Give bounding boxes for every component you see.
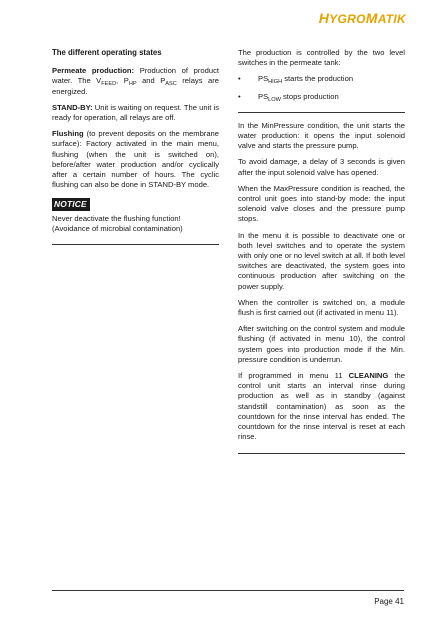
logo-letter-h: H [318, 10, 330, 26]
after-switching-paragraph: After switching on the control system and module flushing (if activated in menu 10), the control system goes into production mode if the Min. pressure condition is underrun. [238, 324, 405, 364]
list-item [238, 92, 405, 102]
logo-text-atik: ATIK [377, 12, 406, 26]
subscript-high: HIGH [268, 79, 283, 86]
cleaning-keyword: CLEANING [348, 371, 389, 381]
ps-label: PS [258, 74, 269, 84]
production-intro: The production is controlled by the two level switches in the permeate tank: [238, 48, 405, 68]
bullet-icon: • [238, 74, 241, 84]
delay-paragraph: To avoid damage, a delay of 3 seconds is given after the input solenoid valve has opened. [238, 157, 405, 177]
flushing-label: Flushing [52, 129, 84, 139]
module-flush-paragraph: When the controller is switched on, a module flush is first carried out (if activated in menu 11). [238, 297, 405, 318]
standby-paragraph [52, 103, 219, 123]
section-heading: The different operating states [52, 48, 162, 57]
hygromatik-logo [319, 10, 406, 26]
cleaning-text: the control unit starts an interval rinse during production as well as in standby (against standstill contamination) as soon as the countdown for the rinse interval has ended. The countdown for the rinse interval is reset at each rinse. [238, 371, 406, 442]
subscript-asc: ASC [165, 81, 177, 88]
notice-text: Never deactivate the flushing function! (Avoidance of microbial contamination) [52, 213, 183, 233]
menu-paragraph: In the menu it is possible to deactivate one or both level switches and to operate the system with only one or no level switch at all. If both level switches are deactivated, the system goes into continuous production after switching on the power supply. [238, 230, 405, 291]
page-number: Page 41 [374, 597, 404, 606]
logo-letter-m: M [365, 10, 378, 26]
permeate-text: , P [116, 76, 129, 86]
maxpressure-paragraph: When the MaxPressure condition is reached, the control unit goes into stand-by mode: the input solenoid valve closes and the pressure pump stops. [238, 183, 405, 224]
divider [52, 244, 219, 245]
permeate-text: and P [136, 76, 166, 86]
ps-label: PS [258, 91, 269, 101]
standby-text: Unit is waiting on request. The unit is ready for operation, all relays are off. [52, 102, 219, 123]
divider [238, 453, 405, 454]
logo-text-ygro: YGRO [329, 12, 366, 26]
flushing-paragraph [52, 129, 219, 190]
permeate-paragraph [52, 66, 219, 97]
left-column [52, 48, 219, 253]
level-switch-list [238, 74, 405, 101]
bullet-icon: • [238, 91, 241, 101]
notice-badge: NOTICE [52, 198, 90, 210]
subscript-feed: FEED [101, 81, 117, 88]
minpressure-paragraph: In the MinPressure condition, the unit starts the water production: it opens the input solenoid valve and starts the pressure pump. [238, 120, 405, 151]
cleaning-text: If programmed in menu 11 [238, 371, 349, 381]
standby-label: STAND-BY: [52, 102, 93, 112]
bullet-text: stops production [280, 91, 339, 101]
flushing-text: (to prevent deposits on the membrane surface): Factory activated in the main menu, flushing (when the unit is switched on), before/after water production and/or cyclically after a certain number of hours. The cyclic flushing can also be done in STAND-BY mode. [52, 129, 219, 190]
permeate-text: relays are energized. [52, 76, 219, 96]
cleaning-paragraph [238, 371, 405, 442]
permeate-label: Permeate production: [52, 66, 135, 76]
footer-divider [52, 590, 404, 591]
divider [238, 112, 405, 113]
right-column [238, 48, 405, 462]
list-item [238, 74, 405, 84]
permeate-text: Production of product water. The V [52, 66, 220, 86]
subscript-hp: HP [128, 81, 137, 88]
bullet-text: starts the production [282, 74, 354, 84]
subscript-low: LOW [268, 96, 281, 103]
